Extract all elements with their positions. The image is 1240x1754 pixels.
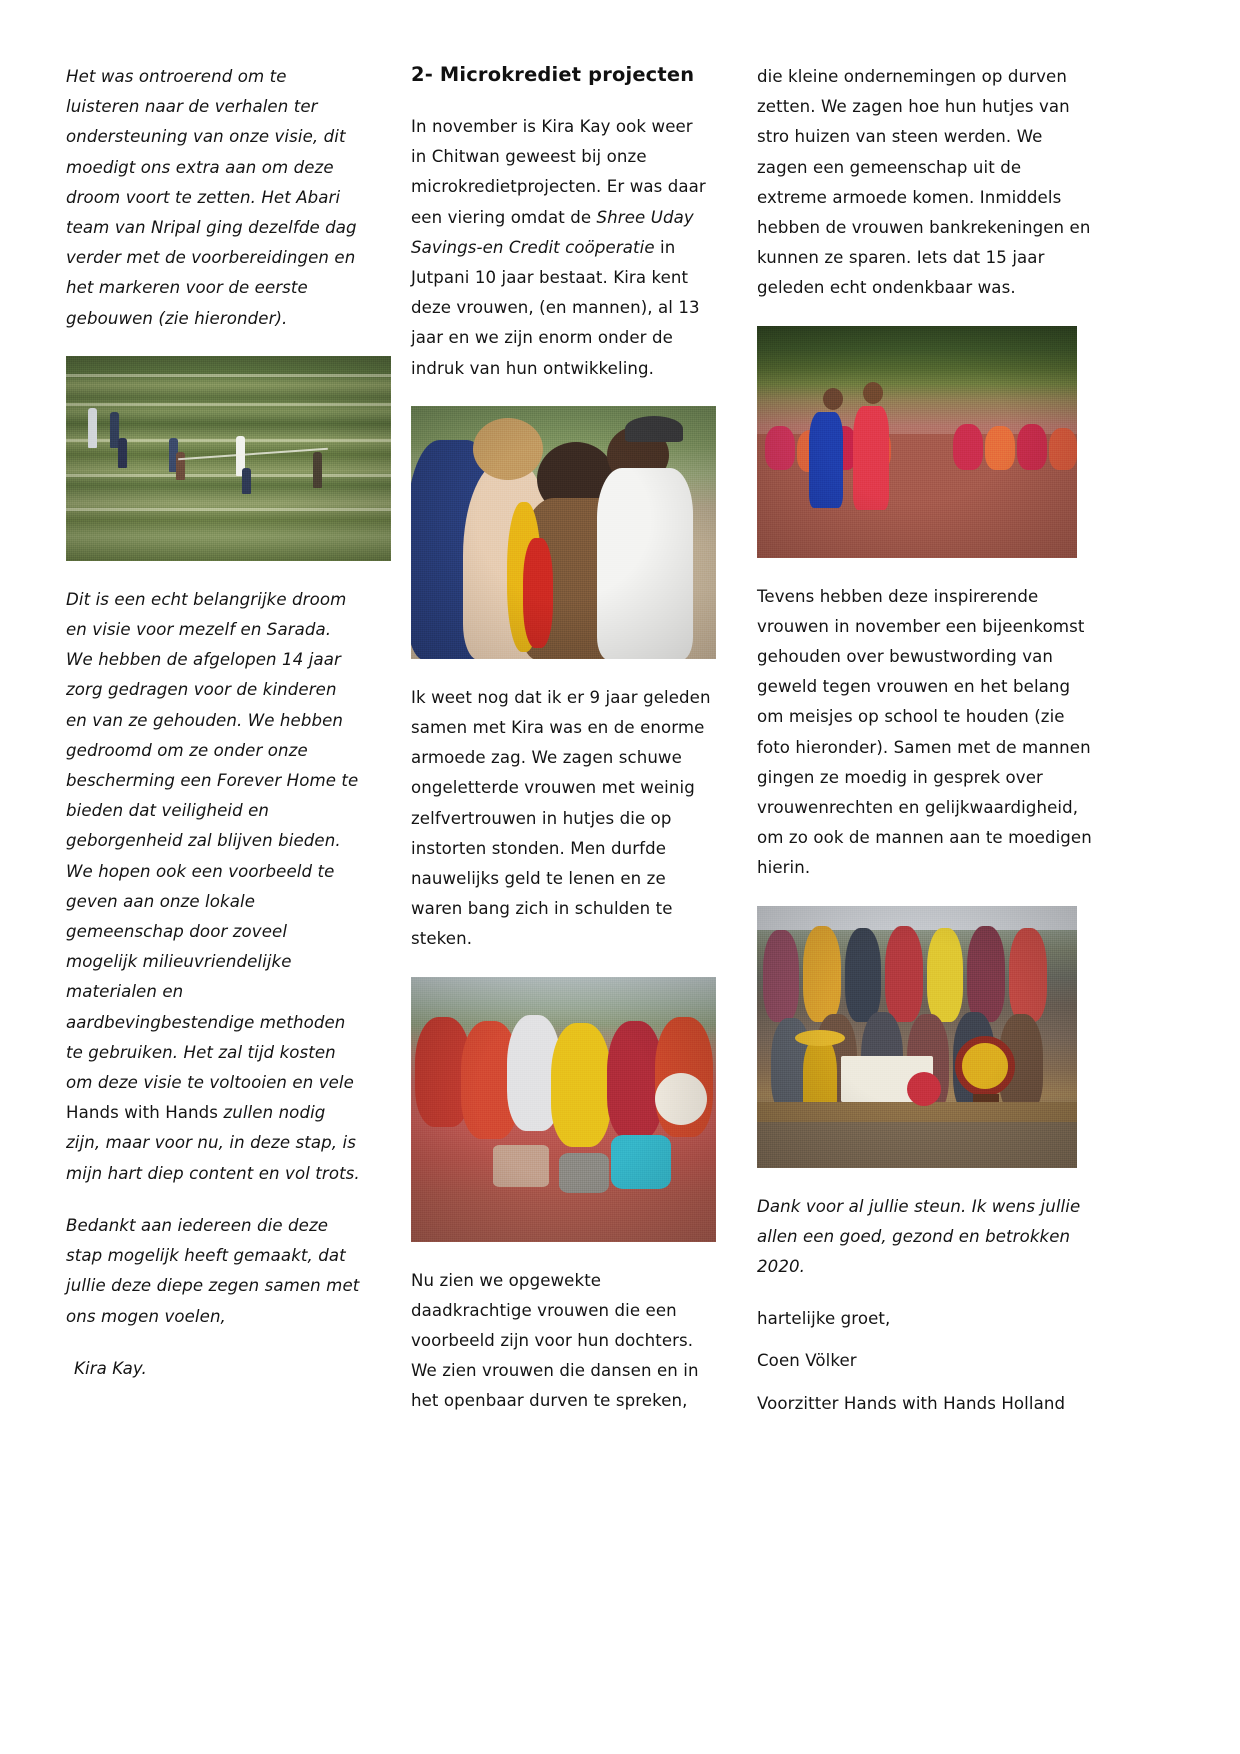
three-column-layout — [66, 62, 1174, 1714]
col1-brand-name: Hands with Hands — [66, 1103, 219, 1123]
photo-vignette — [757, 906, 1077, 1168]
photo-vignette — [757, 326, 1077, 558]
col1-signature: Kira Kay. — [74, 1358, 147, 1378]
column-left — [66, 62, 411, 1384]
col3-paragraph-1: die kleine ondernemingen op durven zetten. We zagen hoe hun hutjes van stro huizen van steen werden. We zagen een gemeenschap uit de extreme armoede komen. Inmiddels hebben de vrouwen bankrekeningen en kunnen ze sparen. Iets dat 15 jaar geleden echt ondenkbaar was. — [757, 67, 1091, 298]
photo-vignette — [411, 977, 716, 1242]
photo-outdoor-gathering — [757, 326, 1077, 558]
col2-p1-text-b: in Jutpani 10 jaar bestaat. Kira kent deze vrouwen, (en mannen), al 13 jaar en we zijn enorm onder de indruk van hun ontwikkeling. — [411, 237, 700, 378]
col3-paragraph-2: Tevens hebben deze inspirerende vrouwen in november een bijeenkomst gehouden over bewustwording van geweld tegen vrouwen en het belang om meisjes op school te houden (zie foto hieronder). Samen met de mannen gingen ze moedig in gesprek over vrouwenrechten en gelijkwaardigheid, om zo ook de mannen aan te moedigen hierin. — [757, 586, 1092, 878]
col1-paragraph-2 — [66, 585, 361, 1189]
col3-signer-title: Voorzitter Hands with Hands Holland — [757, 1393, 1066, 1413]
col1-paragraph-3: Bedankt aan iedereen die deze stap mogelijk heeft gemaakt, dat jullie deze diepe zegen samen met ons mogen voelen, — [66, 1215, 360, 1326]
photo-garlanding-ceremony — [411, 406, 716, 659]
col2-paragraph-1 — [411, 112, 711, 384]
column-middle — [411, 62, 757, 1417]
col3-closing-message: Dank voor al jullie steun. Ik wens jullie allen een goed, gezond en betrokken 2020. — [757, 1196, 1081, 1277]
col1-p2-text-a: Dit is een echt belangrijke droom en visie voor mezelf en Sarada. We hebben de afgelopen 14 jaar zorg gedragen voor de kinderen en van ze gehouden. We hebben gedroomd om ze onder onze bescherming een Forever Home te bieden dat veiligheid en geborgenheid zal blijven bieden. We hopen ook een voorbeeld te geven aan onze lokale gemeenschap door zoveel mogelijk milieuvriendelijke materialen en aardbevingbestendige methoden te gebruiken. Het zal tijd kosten om deze visie te voltooien en vele — [66, 589, 359, 1093]
col3-signoff: hartelijke groet, — [757, 1309, 891, 1329]
section-heading-microkrediet: 2- Microkrediet projecten — [411, 63, 695, 86]
photo-vignette — [411, 406, 716, 659]
photo-terraced-hillside — [66, 356, 391, 561]
col3-signer-name: Coen Völker — [757, 1351, 857, 1371]
photo-group-with-trophies — [757, 906, 1077, 1168]
cooperative-name: Shree Uday Savings-en Credit coöperatie — [411, 207, 694, 257]
photo-women-with-drum — [411, 977, 716, 1242]
col2-p1-text-a: In november is Kira Kay ook weer in Chitwan geweest bij onze microkredietprojecten. Er was daar een viering omdat de — [411, 117, 706, 227]
column-right — [757, 62, 1094, 1419]
col1-p2-text-b: zullen nodig zijn, maar voor nu, in deze stap, is mijn hart diep content en vol trots. — [66, 1103, 360, 1183]
photo-vignette — [66, 356, 391, 561]
col2-paragraph-3: Nu zien we opgewekte daadkrachtige vrouwen die een voorbeeld zijn voor hun dochters. We zien vrouwen die dansen en in het openbaar durven te spreken, — [411, 1270, 699, 1411]
col1-paragraph-1: Het was ontroerend om te luisteren naar de verhalen ter ondersteuning van onze visie, dit moedigt ons extra aan om deze droom voort te zetten. Het Abari team van Nripal ging dezelfde dag verder met de voorbereidingen en het markeren voor de eerste gebouwen (zie hieronder). — [66, 67, 357, 328]
col2-paragraph-2: Ik weet nog dat ik er 9 jaar geleden samen met Kira was en de enorme armoede zag. We zagen schuwe ongeletterde vrouwen met weinig zelfvertrouwen in hutjes die op instorten stonden. Men durfde nauwelijks geld te lenen en ze waren bang zich in schulden te steken. — [411, 687, 711, 949]
